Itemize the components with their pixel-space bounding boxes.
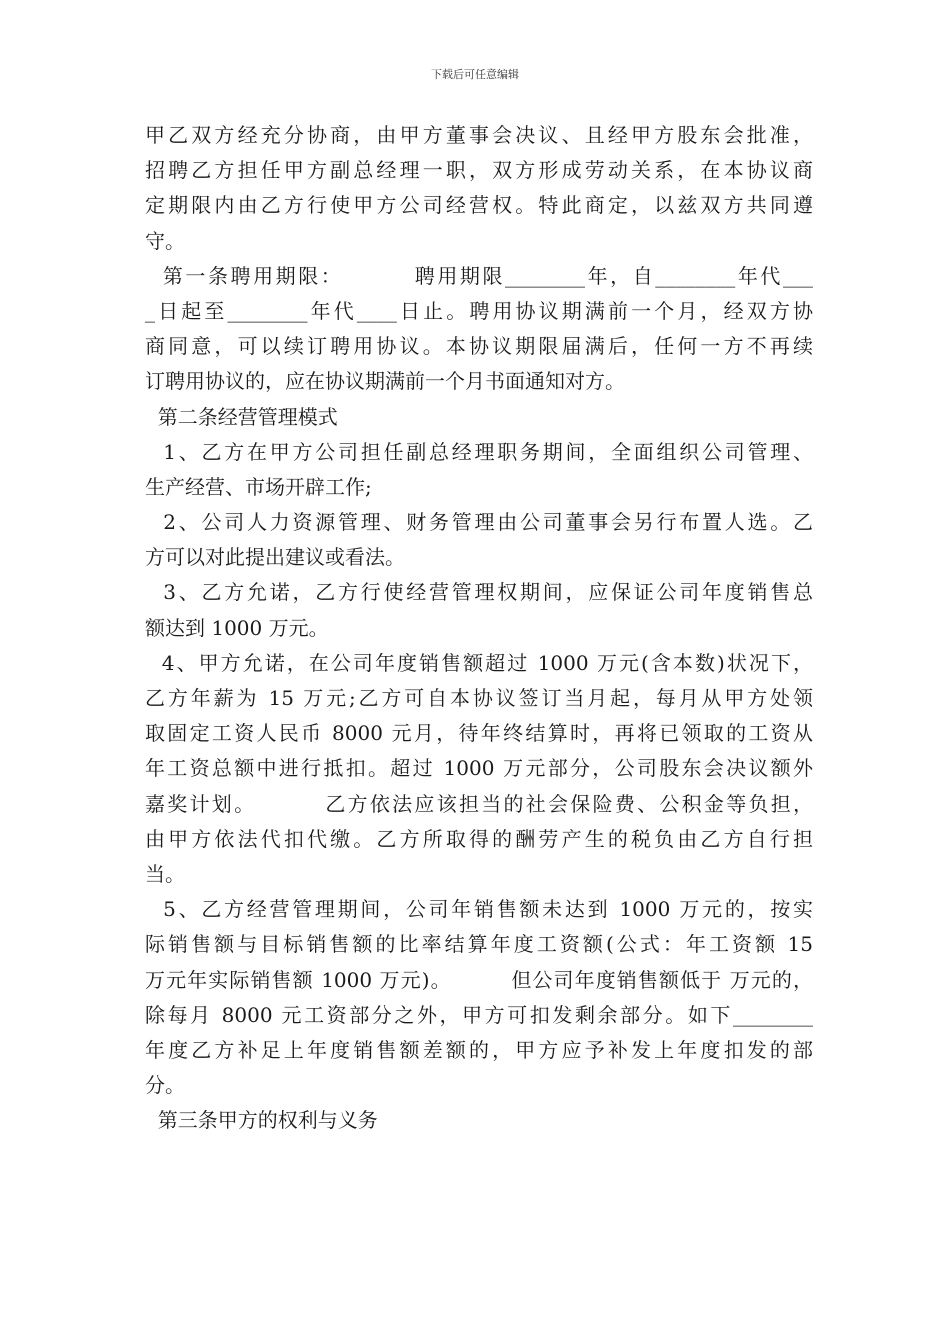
text-line: 年工资总额中进行抵扣。超过 1000 万元部分，公司股东会决议额外 [145,756,813,781]
text-line: 第一条聘用期限： 聘用期限________年，自________年代___ [145,263,813,288]
text-line: 乙方年薪为 15 万元;乙方可自本协议签订当月起，每月从甲方处领 [145,686,813,710]
text-line: 4、甲方允诺，在公司年度销售额超过 1000 万元(含本数)状况下， [145,650,813,675]
text-line: 3、乙方允诺，乙方行使经营管理权期间，应保证公司年度销售总 [145,580,813,605]
text-line: 定期限内由乙方行使甲方公司经营权。特此商定，以兹双方共同遵 [145,193,813,218]
text-line: 分。 [145,1073,185,1098]
text-line: 第三条甲方的权利与义务 [145,1108,378,1133]
text-line: 甲乙双方经充分协商，由甲方董事会决议、且经甲方股东会批准， [145,123,813,147]
text-line: 5、乙方经营管理期间，公司年销售额未达到 1000 万元的，按实 [145,897,813,922]
text-line: 方可以对此提出建议或看法。 [145,545,405,570]
text-line: 第二条经营管理模式 [145,404,338,429]
text-line: 由甲方依法代扣代缴。乙方所取得的酬劳产生的税负由乙方自行担 [145,826,813,851]
text-line: 1、乙方在甲方公司担任副总经理职务期间，全面组织公司管理、 [145,439,813,464]
text-line: 取固定工资人民币 8000 元月，待年终结算时，再将已领取的工资从 [145,721,813,746]
text-line: 际销售额与目标销售额的比率结算年度工资额(公式：年工资额 15 [145,932,813,957]
text-line: 生产经营、市场开辟工作; [145,474,372,499]
text-line: _日起至________年代____日止。聘用协议期满前一个月，经双方协 [145,298,813,323]
text-line: 除每月 8000 元工资部分之外，甲方可扣发剩余部分。如下________ [145,1002,813,1027]
text-line: 2、公司人力资源管理、财务管理由公司董事会另行布置人选。乙 [145,510,813,535]
text-line: 万元年实际销售额 1000 万元)。 但公司年度销售额低于 万元的， [145,967,813,992]
text-line: 嘉奖计划。 乙方依法应该担当的社会保险费、公积金等负担， [145,791,813,816]
document-body [145,118,813,1138]
text-line: 额达到 1000 万元。 [145,615,329,640]
text-line: 订聘用协议的，应在协议期满前一个月书面通知对方。 [145,369,625,394]
text-line: 商同意，可以续订聘用协议。本协议期限届满后，任何一方不再续 [145,334,813,359]
text-line: 年度乙方补足上年度销售额差额的，甲方应予补发上年度扣发的部 [145,1037,813,1062]
text-line: 守。 [145,228,185,253]
text-line: 招聘乙方担任甲方副总经理一职，双方形成劳动关系，在本协议商 [145,158,813,183]
page-header-note: 下载后可任意编辑 [431,68,519,81]
text-line: 当。 [145,861,185,886]
